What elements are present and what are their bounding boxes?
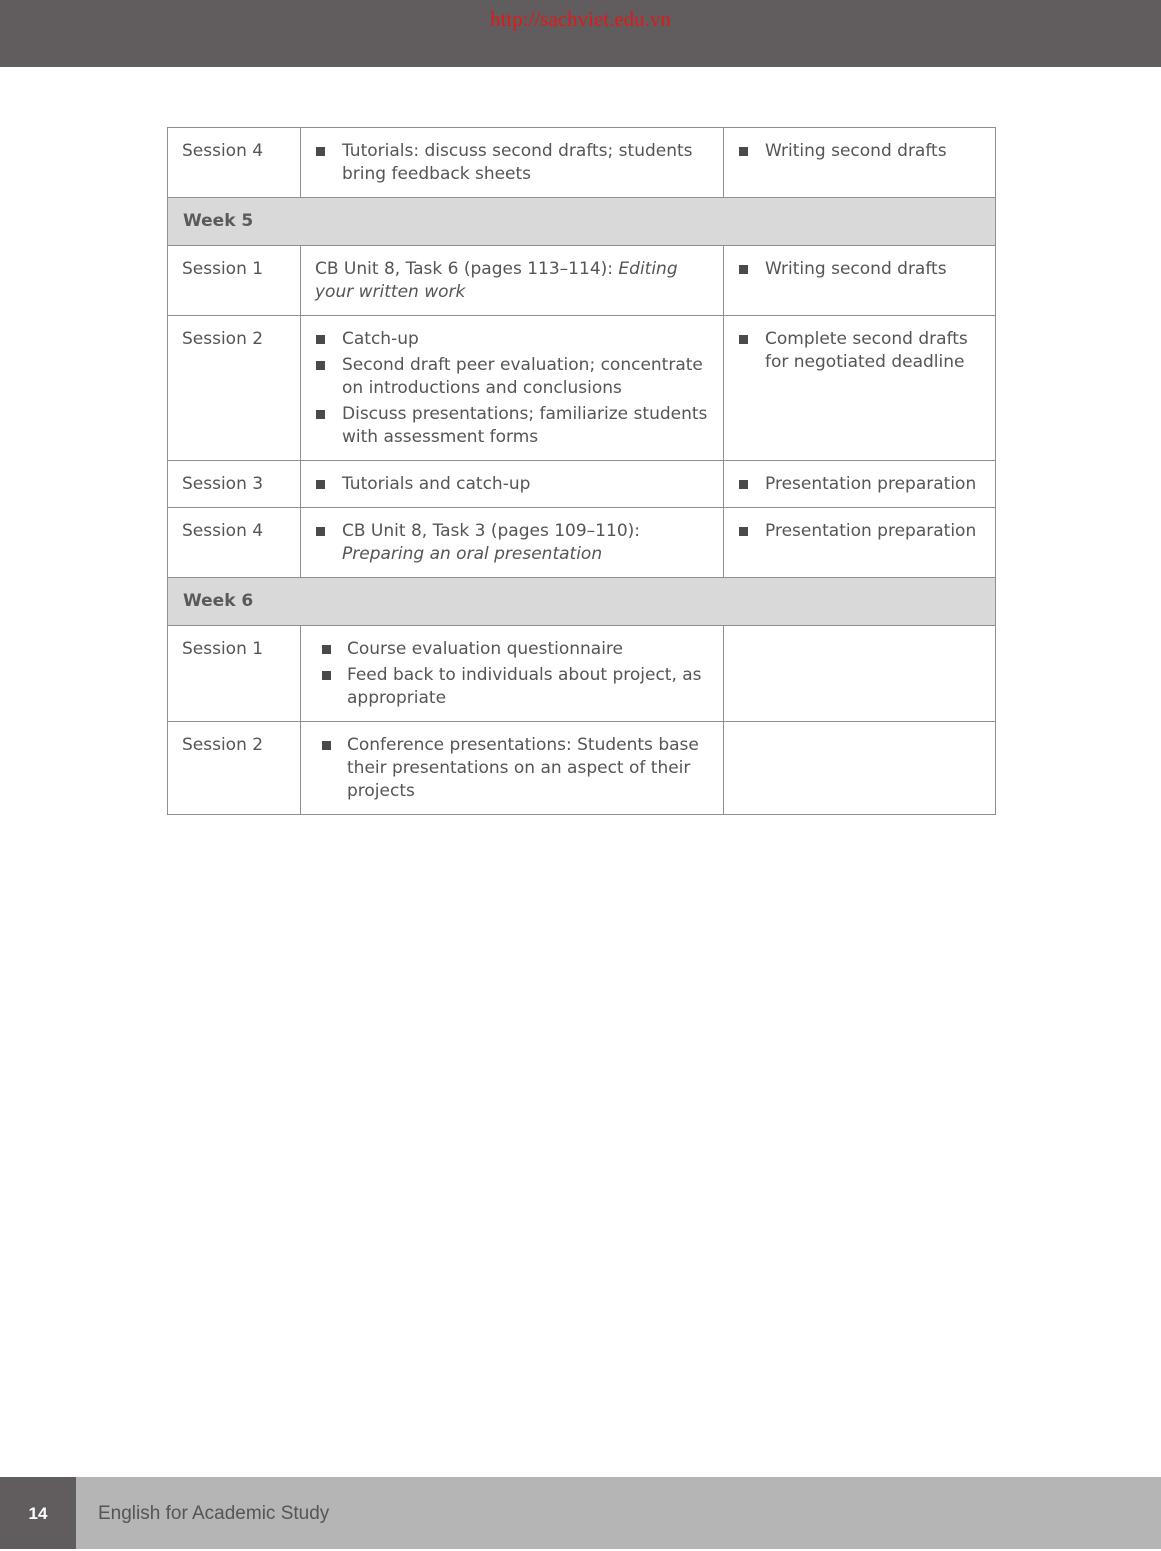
table-row xyxy=(168,128,996,198)
table-row xyxy=(168,508,996,578)
task-title: Editing your written work xyxy=(315,259,678,302)
homework-cell xyxy=(724,316,996,461)
bullet-icon xyxy=(316,410,325,419)
list-item: Conference presentations: Students base their presentations on an aspect of their projects xyxy=(315,734,709,803)
bullet-icon xyxy=(316,335,325,344)
bullet-icon xyxy=(739,147,748,156)
activities-cell xyxy=(301,461,724,508)
week-heading: Week 5 xyxy=(168,198,996,246)
table-row xyxy=(168,722,996,815)
list-item: Writing second drafts xyxy=(738,258,981,281)
bullet-icon xyxy=(316,147,325,156)
book-title: English for Academic Study xyxy=(98,1503,330,1524)
session-label: Session 4 xyxy=(168,128,301,198)
homework-cell xyxy=(724,128,996,198)
list-item: Discuss presentations; familiarize students with assessment forms xyxy=(315,403,709,449)
table-row xyxy=(168,626,996,722)
homework-cell xyxy=(724,722,996,815)
list-item xyxy=(315,520,709,566)
bullet-icon xyxy=(739,480,748,489)
session-label: Session 1 xyxy=(168,246,301,316)
bullet-icon xyxy=(316,361,325,370)
table-row xyxy=(168,316,996,461)
bullet-icon xyxy=(322,741,331,750)
bullet-icon xyxy=(316,527,325,536)
task-reference: CB Unit 8, Task 6 (pages 113–114): xyxy=(315,259,619,279)
list-item: Catch-up xyxy=(315,328,709,351)
list-item: Presentation preparation xyxy=(738,520,981,543)
activities-cell xyxy=(301,316,724,461)
session-label: Session 4 xyxy=(168,508,301,578)
page-number: 14 xyxy=(0,1477,76,1549)
list-item: Complete second drafts for negotiated deadline xyxy=(738,328,981,374)
week-header-row xyxy=(168,198,996,246)
schedule-table xyxy=(167,127,996,815)
session-label: Session 2 xyxy=(168,316,301,461)
bullet-icon xyxy=(322,645,331,654)
session-label: Session 3 xyxy=(168,461,301,508)
week-heading: Week 6 xyxy=(168,578,996,626)
task-reference: CB Unit 8, Task 3 (pages 109–110): xyxy=(342,521,640,541)
activities-cell xyxy=(301,508,724,578)
activities-cell xyxy=(301,722,724,815)
bullet-icon xyxy=(316,480,325,489)
homework-cell xyxy=(724,508,996,578)
list-item: Feed back to individuals about project, as appropriate xyxy=(315,664,709,710)
task-title: Preparing an oral presentation xyxy=(342,544,603,564)
session-label: Session 1 xyxy=(168,626,301,722)
activities-cell xyxy=(301,626,724,722)
bullet-icon xyxy=(739,335,748,344)
list-item: Tutorials and catch-up xyxy=(315,473,709,496)
bullet-icon xyxy=(739,265,748,274)
table-row xyxy=(168,461,996,508)
session-label: Session 2 xyxy=(168,722,301,815)
homework-cell xyxy=(724,461,996,508)
week-header-row xyxy=(168,578,996,626)
list-item: Presentation preparation xyxy=(738,473,981,496)
bullet-icon xyxy=(739,527,748,536)
list-item: Course evaluation questionnaire xyxy=(315,638,709,661)
list-item: Tutorials: discuss second drafts; students bring feedback sheets xyxy=(315,140,709,186)
homework-cell xyxy=(724,626,996,722)
bullet-icon xyxy=(322,671,331,680)
watermark-link[interactable]: http://sachviet.edu.vn xyxy=(490,7,671,31)
table-row xyxy=(168,246,996,316)
activities-cell xyxy=(301,246,724,316)
activities-cell xyxy=(301,128,724,198)
list-item: Second draft peer evaluation; concentrate on introductions and conclusions xyxy=(315,354,709,400)
list-item: Writing second drafts xyxy=(738,140,981,163)
page-footer xyxy=(0,1477,1161,1549)
homework-cell xyxy=(724,246,996,316)
